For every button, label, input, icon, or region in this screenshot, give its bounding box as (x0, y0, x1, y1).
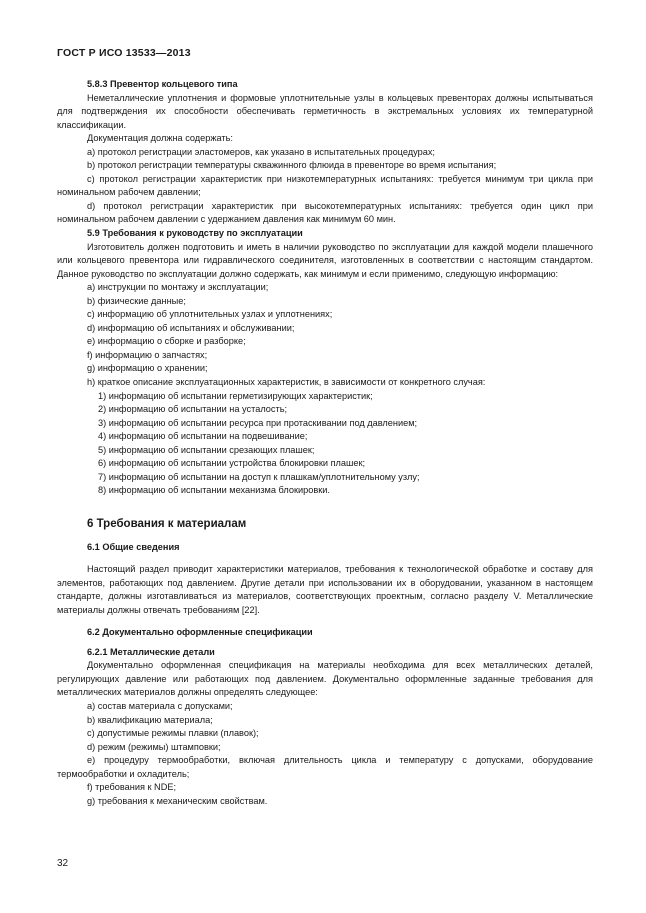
paragraph: Настоящий раздел приводит характеристики материалов, требования к технологической обработке и составу для элементов, работающих под давлением. Другие детали при использовании их в оборудовании, указанном в настоящем стандарте, должны изготавливаться из материалов, соответствующих проектным, согласно разделу V. Металлические материалы должны отвечать требованиям [22]. (57, 564, 593, 615)
list-item: f) информацию о запчастях; (87, 349, 208, 360)
list-item: e) информацию о сборке и разборке; (87, 336, 246, 347)
list-item: e) процедуру термообработки, включая длительность цикла и температуру с допусками, оборудование термообработки и охладитель; (57, 755, 593, 779)
section-heading-5-9: 5.9 Требования к руководству по эксплуатации (87, 228, 303, 239)
sub-list-item: 4) информацию об испытании на подвешивание; (98, 431, 308, 442)
sub-list-item: 2) информацию об испытании на усталость; (98, 404, 288, 415)
document-body (57, 78, 593, 808)
paragraph: Изготовитель должен подготовить и иметь в наличии руководство по эксплуатации для каждой модели плашечного или кольцевого превентора или гидравлического соединителя, изготовленных в соответствии с настоящим стандартом. Данное руководство по эксплуатации должно содержать, как минимум и если применимо, следующую информацию: (57, 241, 593, 279)
list-item: b) физические данные; (87, 295, 186, 306)
section-heading-6-1: 6.1 Общие сведения (87, 541, 180, 552)
section-heading-6-2-1: 6.2.1 Металлические детали (87, 646, 215, 657)
list-item: c) допустимые режимы плавки (плавок); (87, 728, 259, 739)
paragraph: Документально оформленная спецификация на материалы необходима для всех металлических деталей, регулирующих давление или работающих под давлением. Документально оформленные заданные требования для металлических материалов должны определять следующее: (57, 660, 593, 698)
list-item: b) протокол регистрации температуры скважинного флюида в превенторе во время испытания; (87, 160, 497, 171)
section-heading-6-2: 6.2 Документально оформленные спецификации (87, 627, 313, 638)
page-number: 32 (57, 858, 69, 869)
paragraph: Документация должна содержать: (87, 133, 233, 144)
list-item: b) квалификацию материала; (87, 714, 213, 725)
list-item: g) требования к механическим свойствам. (87, 795, 268, 806)
paragraph: Неметаллические уплотнения и формовые уплотнительные узлы в кольцевых превенторах должны испытываться для подтверждения их способности обеспечивать герметичность в экстремальных условиях их температурной классификации. (57, 92, 593, 130)
chapter-heading-6: 6 Требования к материалам (87, 517, 247, 530)
list-item: a) протокол регистрации эластомеров, как указано в испытательных процедурах; (87, 146, 435, 157)
sub-list-item: 5) информацию об испытании срезающих плашек; (98, 444, 315, 455)
document-header: ГОСТ Р ИСО 13533—2013 (57, 47, 191, 59)
list-item: c) протокол регистрации характеристик при низкотемпературных испытаниях: требуется минимум три цикла при номинальном рабочем давлении; (57, 173, 593, 198)
sub-list-item: 6) информацию об испытании устройства блокировки плашек; (98, 458, 366, 469)
list-item: c) информацию об уплотнительных узлах и уплотнениях; (87, 309, 333, 320)
list-item: g) информацию о хранении; (87, 363, 208, 374)
list-item: a) инструкции по монтажу и эксплуатации; (87, 282, 269, 293)
list-item: a) состав материала с допусками; (87, 700, 233, 711)
list-item: h) краткое описание эксплуатационных характеристик, в зависимости от конкретного случая: (87, 377, 486, 388)
list-item: f) требования к NDE; (87, 782, 177, 793)
section-heading-5-8-3: 5.8.3 Превентор кольцевого типа (87, 79, 238, 89)
list-item: d) режим (режимы) штамповки; (87, 741, 221, 752)
list-item: d) протокол регистрации характеристик при высокотемпературных испытаниях: требуется один цикл при номинальном рабочем давлении с удержанием давления как минимум 60 мин. (57, 200, 593, 225)
sub-list-item: 3) информацию об испытании ресурса при протаскивании под давлением; (98, 417, 418, 428)
sub-list-item: 7) информацию об испытании на доступ к плашкам/уплотнительному узлу; (98, 471, 420, 482)
sub-list-item: 1) информацию об испытании герметизирующих характеристик; (98, 390, 373, 401)
sub-list-item: 8) информацию об испытании механизма блокировки. (98, 485, 330, 496)
list-item: d) информацию об испытаниях и обслуживании; (87, 322, 295, 333)
